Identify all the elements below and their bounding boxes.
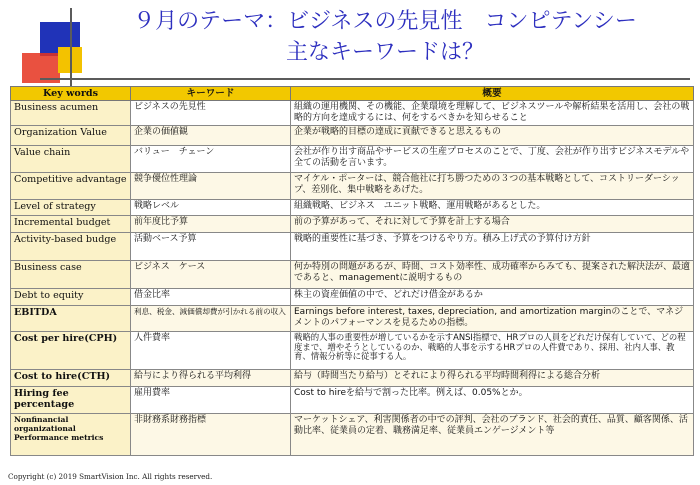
table-row [11, 387, 694, 414]
keyword-en: Hiring fee percentage [11, 387, 131, 414]
keyword-en: Business case [11, 261, 131, 289]
keyword-jp: 人件費率 [131, 332, 291, 370]
keyword-jp: 借金比率 [131, 289, 291, 306]
keyword-jp: 給与により得られる平均利得 [131, 370, 291, 387]
table-row [11, 414, 694, 456]
title-line-2: 主なキーワードは？ [285, 40, 484, 65]
keyword-jp: ビジネスの先見性 [131, 101, 291, 126]
keyword-jp: バリュー チェーン [131, 146, 291, 173]
keyword-desc: 給与（時間当たり給与）とそれにより得られる平均時間利得による総合分析 [291, 370, 694, 387]
table-row [11, 173, 694, 200]
keyword-desc: 会社が作り出す商品やサービスの生産プロセスのことで、丁度、会社が作り出すビジネスモデルや全ての活動を言います。 [291, 146, 694, 173]
keyword-desc: マイケル・ポーターは、競合他社に打ち勝つための３つの基本戦略として、コストリーダーシップ、差別化、集中戦略をあげた。 [291, 173, 694, 200]
table-row [11, 332, 694, 370]
table-row [11, 233, 694, 261]
keyword-desc: 企業が戦略的目標の達成に貢献できると思えるもの [291, 126, 694, 146]
keyword-en: Activity-based budge [11, 233, 131, 261]
keyword-en: Level of strategy [11, 200, 131, 216]
keyword-desc: 戦略的重要性に基づき、予算をつけるやり方。積み上げ式の予算付け方針 [291, 233, 694, 261]
keyword-jp: ビジネス ケース [131, 261, 291, 289]
keywords-table [10, 86, 694, 456]
keyword-jp: 雇用費率 [131, 387, 291, 414]
header-keyword-jp: キーワード [131, 87, 291, 101]
keyword-desc: マーケットシェア、利害関係者の中での評判、会社のブランド、社会的責任、品質、顧客関係、活動比率、従業員の定着、職務満足率、従業員エンゲージメント等 [291, 414, 694, 456]
keyword-en: Incremental budget [11, 216, 131, 233]
decor-vertical-line [70, 8, 72, 86]
keyword-jp: 戦略レベル [131, 200, 291, 216]
table-row [11, 126, 694, 146]
keyword-jp: 非財務系財務指標 [131, 414, 291, 456]
slide-title [80, 6, 690, 68]
table-row [11, 370, 694, 387]
keyword-desc: Earnings before interest, taxes, depreciation, and amortization marginのことで、マネジメントのパフォーマンスを見るための指標。 [291, 306, 694, 332]
keyword-en: Competitive advantage [11, 173, 131, 200]
table-row [11, 146, 694, 173]
keyword-en: Nonfinancial organizational Performance metrics [11, 414, 131, 456]
keyword-jp: 企業の価値観 [131, 126, 291, 146]
table-row [11, 306, 694, 332]
keyword-desc: 何か特別の問題があるが、時間、コスト効率性、成功確率からみても、提案された解決法が、最適であると、managementに説明するもの [291, 261, 694, 289]
keyword-en: Cost to hire(CTH) [11, 370, 131, 387]
keyword-desc: 前の予算があって、それに対して予算を計上する場合 [291, 216, 694, 233]
keyword-en: Debt to equity [11, 289, 131, 306]
keyword-jp: 前年度比予算 [131, 216, 291, 233]
table-row [11, 216, 694, 233]
keyword-en: Organization Value [11, 126, 131, 146]
copyright-notice: Copyright (c) 2019 SmartVision Inc. All rights reserved. [8, 472, 213, 481]
keyword-en: Cost per hire(CPH) [11, 332, 131, 370]
table-row [11, 101, 694, 126]
table-row [11, 289, 694, 306]
keyword-jp: 利息、税金、減価償却費が引かれる前の収入 [131, 306, 291, 332]
table-header-row [11, 87, 694, 101]
keyword-en: EBITDA [11, 306, 131, 332]
keyword-en: Business acumen [11, 101, 131, 126]
keyword-en: Value chain [11, 146, 131, 173]
header-key-words: Key words [11, 87, 131, 101]
keyword-desc: 組織の運用機関、その機能、企業環境を理解して、ビジネスツールや解析結果を活用し、会社の戦略的方向を達成するには、何をするべきかを知らせること [291, 101, 694, 126]
header-summary: 概要 [291, 87, 694, 101]
keyword-jp: 活動ベース予算 [131, 233, 291, 261]
keyword-jp: 競争優位性理論 [131, 173, 291, 200]
keyword-desc: Cost to hireを給与で割った比率。例えば、0.05%とか。 [291, 387, 694, 414]
keyword-desc: 組織戦略、ビジネス ユニット戦略、運用戦略があるとした。 [291, 200, 694, 216]
table-row [11, 200, 694, 216]
decor-horizontal-line [40, 78, 690, 80]
table-row [11, 261, 694, 289]
keyword-desc: 株主の資産価値の中で、どれだけ借金があるか [291, 289, 694, 306]
keyword-desc: 戦略的人事の重要性が増しているかを示すANSI指標で、HRプロの人員をどれだけ保有していて、どの程度まで、増やそうとしているのか、戦略的人事を示するHRプロの人件費であり、採用、社内人事、教育、情報分析等に従事する人。 [291, 332, 694, 370]
title-line-1: ９月のテーマ：ビジネスの先見性 コンピテンシー [133, 9, 637, 34]
